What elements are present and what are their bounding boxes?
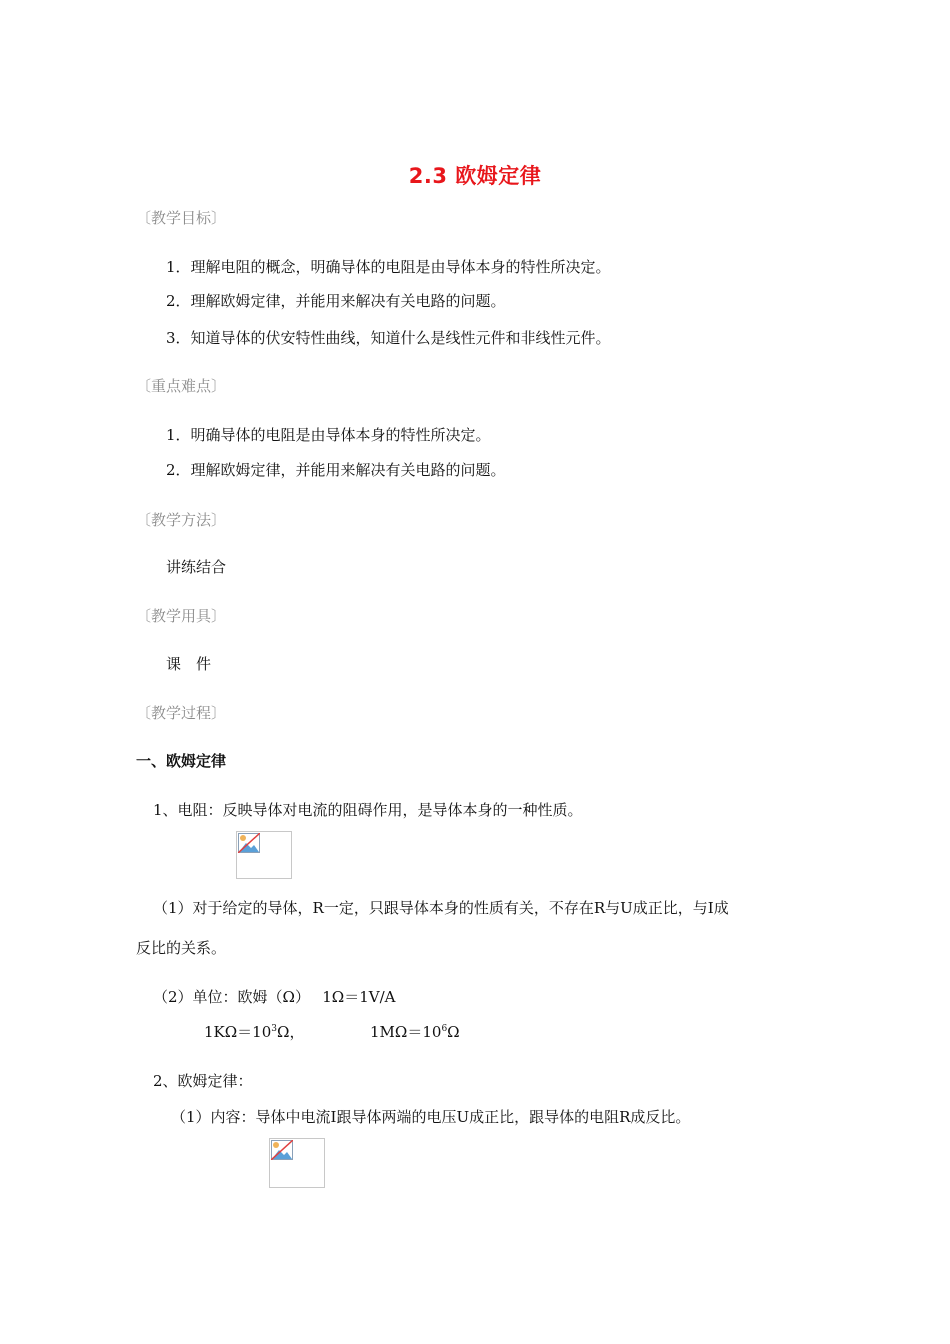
broken-image-placeholder [236, 831, 292, 879]
kilo-suffix: Ω， [277, 1023, 305, 1041]
unit-line: （2）单位：欧姆（Ω） 1Ω＝1V/A [153, 988, 396, 1006]
section-heading-goals: 〔教学目标〕 [136, 209, 227, 227]
mega-ohm-conversion [370, 1021, 460, 1042]
page-title: 2.3 欧姆定律 [408, 164, 542, 188]
section-heading-process: 〔教学过程〕 [136, 704, 227, 722]
section-heading-key-points: 〔重点难点〕 [136, 377, 227, 395]
mega-prefix: 1MΩ＝10 [370, 1023, 442, 1041]
note-1-line-2: 反比的关系。 [136, 939, 227, 957]
goal-item: 2．理解欧姆定律，并能用来解决有关电路的问题。 [166, 292, 506, 310]
mega-exponent: 6 [441, 1024, 448, 1034]
key-point-item: 2．理解欧姆定律，并能用来解决有关电路的问题。 [166, 461, 506, 479]
broken-image-placeholder [269, 1138, 325, 1188]
goal-item: 1．理解电阻的概念，明确导体的电阻是由导体本身的特性所决定。 [166, 258, 611, 276]
methods-text: 讲练结合 [166, 558, 227, 576]
kilo-ohm-conversion [204, 1021, 304, 1042]
ohm-law-heading: 2、欧姆定律： [153, 1072, 253, 1090]
resistance-definition: 1、电阻：反映导体对电流的阻碍作用，是导体本身的一种性质。 [153, 801, 583, 819]
note-1-line-1: （1）对于给定的导体，R一定，只跟导体本身的性质有关，不存在R与U成正比，与I成 [153, 899, 729, 917]
mega-suffix: Ω [447, 1023, 460, 1041]
tools-text: 课 件 [166, 655, 212, 673]
goal-item: 3．知道导体的伏安特性曲线，知道什么是线性元件和非线性元件。 [166, 329, 611, 347]
kilo-prefix: 1KΩ＝10 [204, 1023, 272, 1041]
broken-image-icon [271, 1140, 293, 1160]
ohm-law-content: （1）内容：导体中电流I跟导体两端的电压U成正比，跟导体的电阻R成反比。 [171, 1108, 691, 1126]
key-point-item: 1．明确导体的电阻是由导体本身的特性所决定。 [166, 426, 491, 444]
section-heading-methods: 〔教学方法〕 [136, 511, 227, 529]
part-heading-ohm-law: 一、欧姆定律 [136, 752, 227, 770]
section-heading-tools: 〔教学用具〕 [136, 607, 227, 625]
broken-image-icon [238, 833, 260, 853]
kilo-exponent: 3 [271, 1024, 278, 1034]
